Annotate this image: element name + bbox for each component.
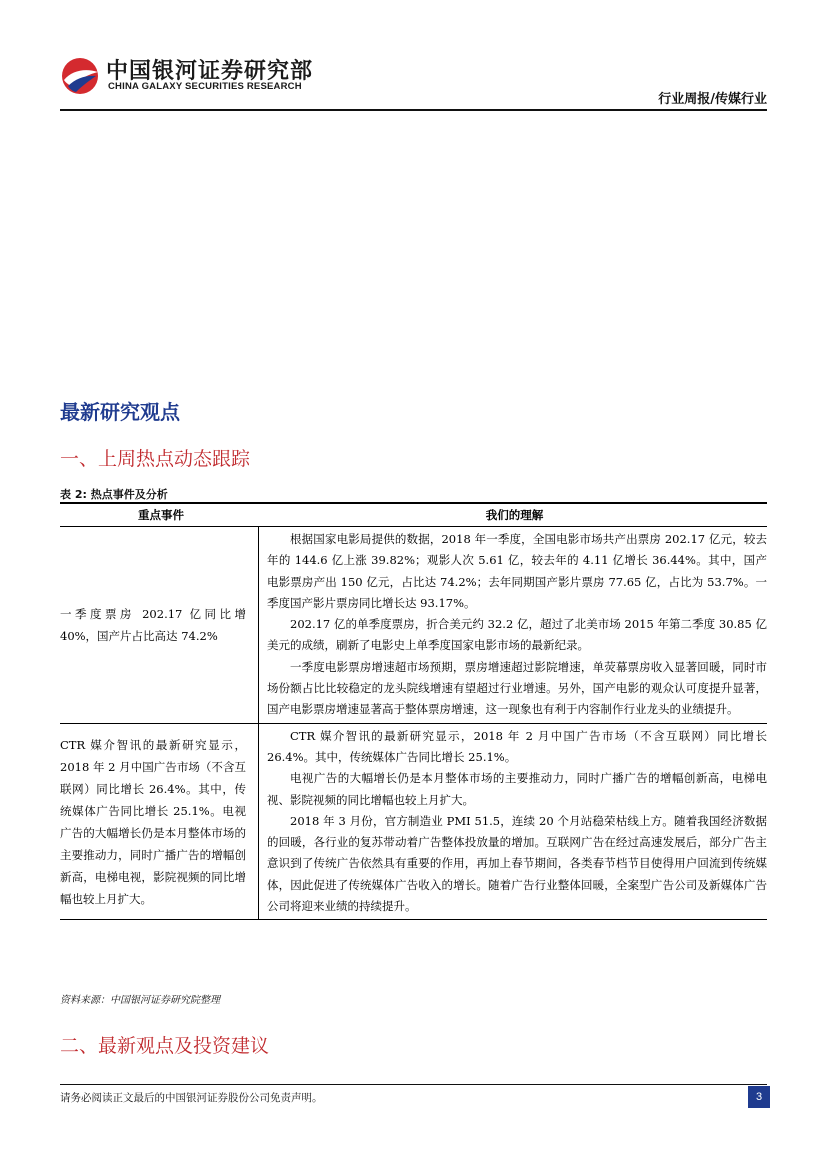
footer-divider (60, 1084, 767, 1085)
logo-chinese-name: 中国银河证券研究部 (106, 59, 314, 84)
footer-disclaimer: 请务必阅读正文最后的中国银河证券股份公司免责声明。 (60, 1092, 323, 1104)
company-logo (60, 54, 330, 96)
event-text: CTR 媒介智讯的最新研究显示，2018 年 2 月中国广告市场（不含互联网）同比增长 26.4%。其中，传统媒体广告同比增长 25.1%。电视广告的大幅增长仍是本月整体市场的主要推动力，同时广播广告的增幅创新高，电梯电视，影院视频的同比增幅也较上月扩大。 (60, 737, 246, 906)
analysis-paragraph: 电视广告的大幅增长仍是本月整体市场的主要推动力，同时广播广告的增幅创新高，电梯电视、影院视频的同比增幅也较上月扩大。 (267, 771, 767, 807)
report-type: 行业周报/传媒行业 (658, 92, 767, 107)
analysis-paragraph: CTR 媒介智讯的最新研究显示，2018 年 2 月中国广告市场（不含互联网）同比增长 26.4%。其中，传统媒体广告同比增长 25.1%。 (267, 728, 767, 764)
analysis-paragraph: 一季度电影票房增速超市场预期，票房增速超过影院增速，单荧幕票房收入显著回暖，同时市场份额占比比较稳定的龙头院线增速有望超过行业增速。另外，国产电影的观众认可度提升显著，国产电影票房增速显著高于整体票房增速，这一现象也有利于内容制作行业龙头的业绩提升。 (267, 659, 767, 717)
analysis-paragraph: 2018 年 3 月份，官方制造业 PMI 51.5，连续 20 个月站稳荣枯线上方。随着我国经济数据的回暖，各行业的复苏带动着广告整体投放量的增加。互联网广告在经过高速发展后，部分广告主意识到了传统广告依然具有重要的作用，再加上春节期间，各类春节档节目使得用户回流到传统媒体，因此促进了传统媒体广告收入的增长。随着广告行业整体回暖，全案型广告公司及新媒体广告公司将迎来业绩的持续提升。 (267, 813, 767, 914)
column-header-analysis: 我们的理解 (485, 508, 544, 522)
source-note: 资料来源：中国银河证券研究院整理 (60, 995, 220, 1006)
analysis-cell (259, 527, 767, 723)
analysis-paragraph: 202.17 亿的单季度票房，折合美元约 32.2 亿，超过了北美市场 2015 年第二季度 30.85 亿美元的成绩，刷新了电影史上单季度国家电影市场的最新纪录。 (267, 617, 767, 653)
hot-events-table (60, 502, 767, 920)
analysis-paragraph: 根据国家电影局提供的数据，2018 年一季度，全国电影市场共产出票房 202.17 亿元，较去年的 144.6 亿上涨 39.82%；观影人次 5.61 亿，较去年的 4.11 亿增长 36.44%。其中，国产电影票房产出 150 亿元，占比达 74.2%；去年同期国产影片票房 77.65 亿，占比为 53.7%。一季度国产影片票房同比增长达 93.17%。 (267, 532, 767, 610)
event-text: 一季度票房 202.17 亿同比增 40%，国产片占比高达 74.2% (60, 606, 246, 643)
galaxy-logo-icon (60, 56, 100, 96)
event-cell (60, 724, 259, 920)
subsection-title-1: 一、上周热点动态跟踪 (60, 448, 251, 470)
header-divider (60, 109, 767, 111)
event-cell (60, 527, 259, 723)
page-number: 3 (748, 1086, 770, 1108)
column-header-event: 重点事件 (138, 508, 184, 522)
table-row (60, 527, 767, 724)
table-caption: 表 2: 热点事件及分析 (60, 488, 168, 501)
logo-english-name: CHINA GALAXY SECURITIES RESEARCH (108, 81, 302, 92)
analysis-cell (259, 724, 767, 920)
table-header (60, 504, 767, 527)
section-title: 最新研究观点 (60, 400, 180, 424)
subsection-title-2: 二、最新观点及投资建议 (60, 1035, 270, 1057)
table-row (60, 724, 767, 920)
